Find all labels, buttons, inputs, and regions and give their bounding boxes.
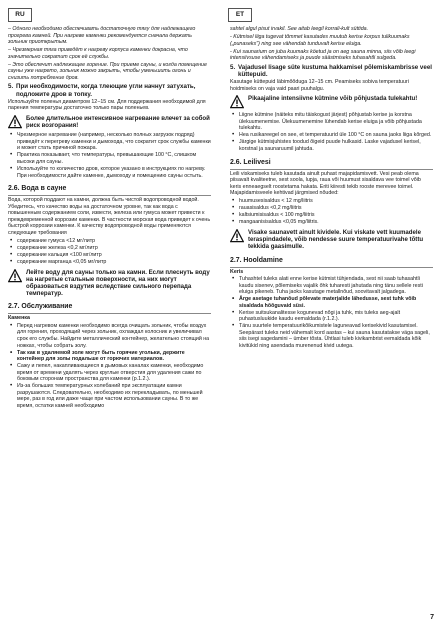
list-item: • Ärge asetage tuhanõud põlevate materjalide lähedusse, sest tuhk võib sisaldada hõõguvaid süsi. [239,296,433,309]
list-item: • содержание гумуса <12 мг/литр [17,238,211,245]
column-et [230,26,433,350]
step-5 [230,64,433,78]
intro-line: - Kui saunarium on juba kuumaks köetud ja on aeg sauna minna, siis võib leegi intensiivsuse vähendamiseks ja puude säästmiseks tuhasahtli sulgeda. [230,48,416,62]
list-item: • Используйте то количество дров, которое указано в инструкциях по нагреву. При необходимости дайте каменке, дымоходу и помещению сауны остыть. [17,166,211,179]
list-item: • Чрезмерное нагревание (например, несколько полных загрузок подряд) приведёт к перегреву каменки и дымохода, что сократит срок службы каменки и может стать причиной пожара. [17,132,211,152]
intro-line: - Kütmisel liiga tugevat tõmmet kasutades muutub kerise korpus tulikuumaks („punaseks") ning see vähendab tunduvalt kerise eluiga. [230,34,410,47]
step-title: Vajadusel lisage süte kustuma hakkamisel põlemiskambrisse veel küttepuid. [238,63,432,78]
list-item: • rauasisaldus <0,2 mg/liitris [239,205,433,212]
intro-line: sahtel algul pisut irvakil. See aitab leegil korrali-kult süttida. [230,26,369,32]
list-item: • Tänu suurtele temperatuurikõikumistele laguneavad kerisekivid kasutamisel. Seepärast tuleks neid vähemalt kord aastas – kui sauna kasutatakse väga sageli, siis isegi sagedamini – ümber tõsta. Ühtlasi tuleb kivikambrist eemaldada kõik kivitükid ning asendada murenenud kivid uutega. [239,323,433,349]
maintenance-list [8,323,211,410]
heating-bullets [230,112,433,152]
divider [8,313,211,314]
intro-line: – Одного необходимо обеспечивать достаточную тягу для надлежащего прогрева камней. При нагреве каменки рекомендуется сначала держать зольник приоткрытым. [8,26,196,46]
list-item: • содержание марганца <0,05 мг/литр [17,259,211,266]
list-item: • Hea rusikareegel on see, et temperatuurid üle 100 °C on sauna jaoks liiga kõrged. [239,132,433,139]
divider [8,195,211,196]
warning-icon [8,115,22,129]
water-requirements [230,198,433,226]
warning-fire [8,115,211,129]
list-item: • Сажу и пепел, накапливающиеся в дымовых каналах каменки, необходимо время от времени удалять через круглые отверстия для удаления сажи по боковым сторонам пространства для каменки (р.1.2.). [17,363,211,383]
step-number: 5. [8,83,14,91]
list-item: • mangaanisisaldus <0,05 mg/liitris. [239,219,433,226]
divider [230,267,433,268]
warning-icon [8,269,22,283]
list-item: • Tuhashtel tuleks alati enne kerise kütmist tühjendada, sest nii saab tuhasahtli kaudu sisenev, põlemiseks vajalik õhk tuharesti jahutada ning tänu sellele resti eluiga pikeneb. Tuha jaoks kasutage metallnõud, soovitavalt jalgadega. [239,276,433,296]
step-text: Kasutage küttepuid läbimõõduga 12−15 cm. Peamiseks sobiva temperatuuri hoidmiseks on vaja vaid paari puuhalgu. [230,79,409,92]
warning-icon [230,95,244,109]
list-item: • содержание кальция <100 мг/литр [17,252,211,259]
list-item: • Liigne kütmine (näiteks mitu täiskogust järjest) põhjustab kerise ja korstna ülekuumenemise. Ülekuumenemine lühendab kerise eluiga ja võib põhjustada tulekahtu. [239,112,433,132]
warning-fire [230,95,433,109]
section-heading-2-6: 2.6. Вода в сауне [8,185,67,193]
page-number: 7 [430,614,434,621]
section-heading-2-7: 2.7. Обслуживание [8,303,73,311]
water-requirements [8,238,211,266]
warning-text: Более длительное интенсивное нагревание влечет за собой риск возгорания! [26,114,210,130]
warning-text: Pikaajaline intensiivne kütmine võib põhjustada tulekahtu! [248,95,418,103]
list-item: • содержание железа <0,2 мг/литр [17,245,211,252]
step-number: 5. [230,63,236,71]
step-5 [8,83,211,97]
intro-line: – Это обеспечит надлежащее горение. При приеме сауны, и когда помещение сауны уже нагрето, зольник можно закрыть, чтобы уменьшить огонь и снизить потребление дров. [8,61,207,81]
list-item: • Так как в удаляемой золе могут быть горячие угольки, держите контейнер для золы подальше от горючих материалов. [17,350,211,363]
section-heading-2-7: 2.7. Hooldamine [230,256,283,264]
divider [230,169,433,170]
language-tag-ru: RU [8,8,32,22]
subheading-stove: Keris [230,268,244,275]
warning-water [8,269,211,298]
subheading-stove: Каменка [8,315,30,322]
water-paragraph: Вода, которой поддают на камни, должна быть чистой водопроводной водой. Убедитесь, что качество воды на достаточном уровне, так как вода с повышенным содержанием соли, извести, железа или гумуса может привести к преждевременной коррозии каменки. В частности морская вода приведет к очень быстрой коррозии каменки. К качеству водопроводной воды применяются следующие требования [8,197,211,236]
step-text: Используйте поленья диаметром 12−15 см. Для поддержания необходимой для парения температуры достаточно только пары поленьев. [8,98,206,112]
section-heading-2-6: 2.6. Leilivesi [230,158,271,166]
list-item: • kaltsiumisisaldus < 100 mg/liitris [239,212,433,219]
list-item: • Перед нагревом каменки необходимо всегда очищать зольник, чтобы воздух для горения, проходящий через зольник, охлаждал колосник и увеличивал срок его службы. Найдите металлический контейнер, желательно стоящий на ножках, чтобы собрать золу. [17,323,211,349]
list-item: • huumusesisaldus < 12 mg/liitris [239,198,433,205]
intro-line: – Чрезмерная тяга приведёт к нагреву корпуса каменки докрасна, что значительно сократит срок её службы. [8,47,188,60]
warning-text: Visake saunavett ainult kividele. Kui viskate vett kuumadele teraspindadele, võib nendesse suure temperatuurivahe tõttu tekkida gaasimulle. [248,228,424,251]
list-item: • Практика показывает, что температуры, превышающие 100 °С, слишком высоки для сауны. [17,152,211,165]
language-tag-et: ET [228,8,252,22]
heating-bullets [8,132,211,179]
step-title: При необходимости, когда тлеющие угли начнут затухать, подложите дров в топку. [16,83,196,98]
maintenance-list [230,276,433,350]
list-item: • Из-за больших температурных колебаний при эксплуатации камни разрушаются. Следовательно, необходимо их перекладывать, по меньшей мере, раз в год или даже чаще при частом использовании сауны. В то же время, остатки камней необходимо [17,383,211,409]
list-item: • Kerise suitsukanalitesse kogunevad nõgi ja tuhk, mis tuleks aeg-ajalt puhastusluukide kaudu eemaldada (r.1.2.). [239,310,433,323]
column-ru [8,26,211,410]
list-item: • Järgige kütmisjuhistes toodud õigeid puude hulkasid. Laske vajadusel kerisel, korstnal ja saunaruumil jahtuda. [239,139,433,152]
warning-water [230,229,433,251]
warning-text: Лейте воду для сауны только на камни. Если плеснуть воду на нагретые стальные поверхности, на них могут образоваться вздутия вследствие сильного перепада температур. [26,268,210,298]
warning-icon [230,229,244,243]
water-paragraph: Leili viskamiseks tuleb kasutada ainult puhast majapidamisvett. Vesi peab olema piisavalt kvaliteetne, sest soola, lupja, raua või huumust sisaldava vee toimel võib keris enneaegselt roostetama hakata. Eriti kiiresti tekib rooste merevee toimel. Majapidamisveele kehtivad järgmised nõuded: [230,170,421,197]
